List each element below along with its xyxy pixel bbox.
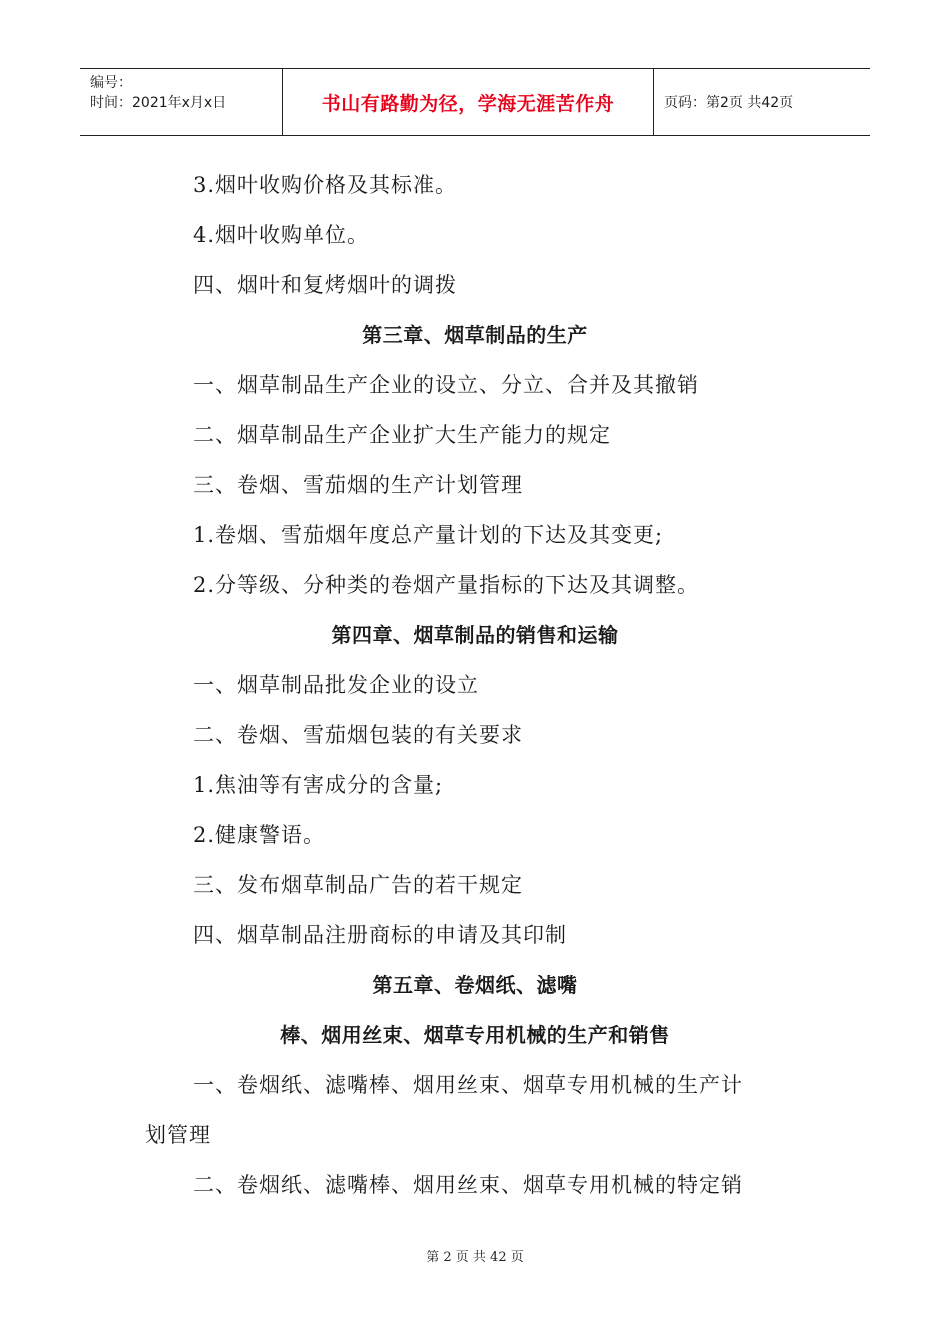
paragraph-line: 三、卷烟、雪茄烟的生产计划管理 bbox=[193, 473, 523, 497]
date-label: 时间：2021年x月x日 bbox=[90, 95, 227, 111]
chapter-heading: 棒、烟用丝束、烟草专用机械的生产和销售 bbox=[280, 1023, 670, 1047]
paragraph-line: 三、发布烟草制品广告的若干规定 bbox=[193, 873, 523, 897]
page-header bbox=[80, 68, 870, 136]
page-footer: 第 2 页 共 42 页 bbox=[426, 1250, 524, 1265]
paragraph-line: 四、烟草制品注册商标的申请及其印制 bbox=[193, 923, 567, 947]
paragraph-line: 2.健康警语。 bbox=[193, 823, 326, 847]
header-motto: 书山有路勤为径，学海无涯苦作舟 bbox=[282, 69, 654, 135]
paragraph-line: 二、卷烟、雪茄烟包装的有关要求 bbox=[193, 723, 523, 747]
chapter-heading: 第三章、烟草制品的生产 bbox=[362, 323, 588, 347]
header-meta bbox=[80, 69, 282, 135]
header-page-info: 页码：第2页 共42页 bbox=[664, 95, 794, 111]
paragraph-line: 1.焦油等有害成分的含量; bbox=[193, 773, 444, 797]
paragraph-line: 二、卷烟纸、滤嘴棒、烟用丝束、烟草专用机械的特定销 bbox=[193, 1173, 743, 1197]
paragraph-line: 1.卷烟、雪茄烟年度总产量计划的下达及其变更; bbox=[193, 523, 664, 547]
paragraph-line: 划管理 bbox=[145, 1123, 211, 1147]
chapter-heading: 第四章、烟草制品的销售和运输 bbox=[331, 623, 619, 647]
paragraph-line: 一、烟草制品生产企业的设立、分立、合并及其撤销 bbox=[193, 373, 699, 397]
chapter-heading: 第五章、卷烟纸、滤嘴 bbox=[372, 973, 578, 997]
paragraph-line: 4.烟叶收购单位。 bbox=[193, 223, 370, 247]
serial-number-label: 编号： bbox=[90, 75, 132, 91]
document-body bbox=[145, 160, 805, 1210]
paragraph-line: 3.烟叶收购价格及其标准。 bbox=[193, 173, 458, 197]
paragraph-line: 一、烟草制品批发企业的设立 bbox=[193, 673, 479, 697]
paragraph-line: 一、卷烟纸、滤嘴棒、烟用丝束、烟草专用机械的生产计 bbox=[193, 1073, 743, 1097]
paragraph-line: 四、烟叶和复烤烟叶的调拨 bbox=[193, 273, 457, 297]
paragraph-line: 2.分等级、分种类的卷烟产量指标的下达及其调整。 bbox=[193, 573, 700, 597]
paragraph-line: 二、烟草制品生产企业扩大生产能力的规定 bbox=[193, 423, 611, 447]
